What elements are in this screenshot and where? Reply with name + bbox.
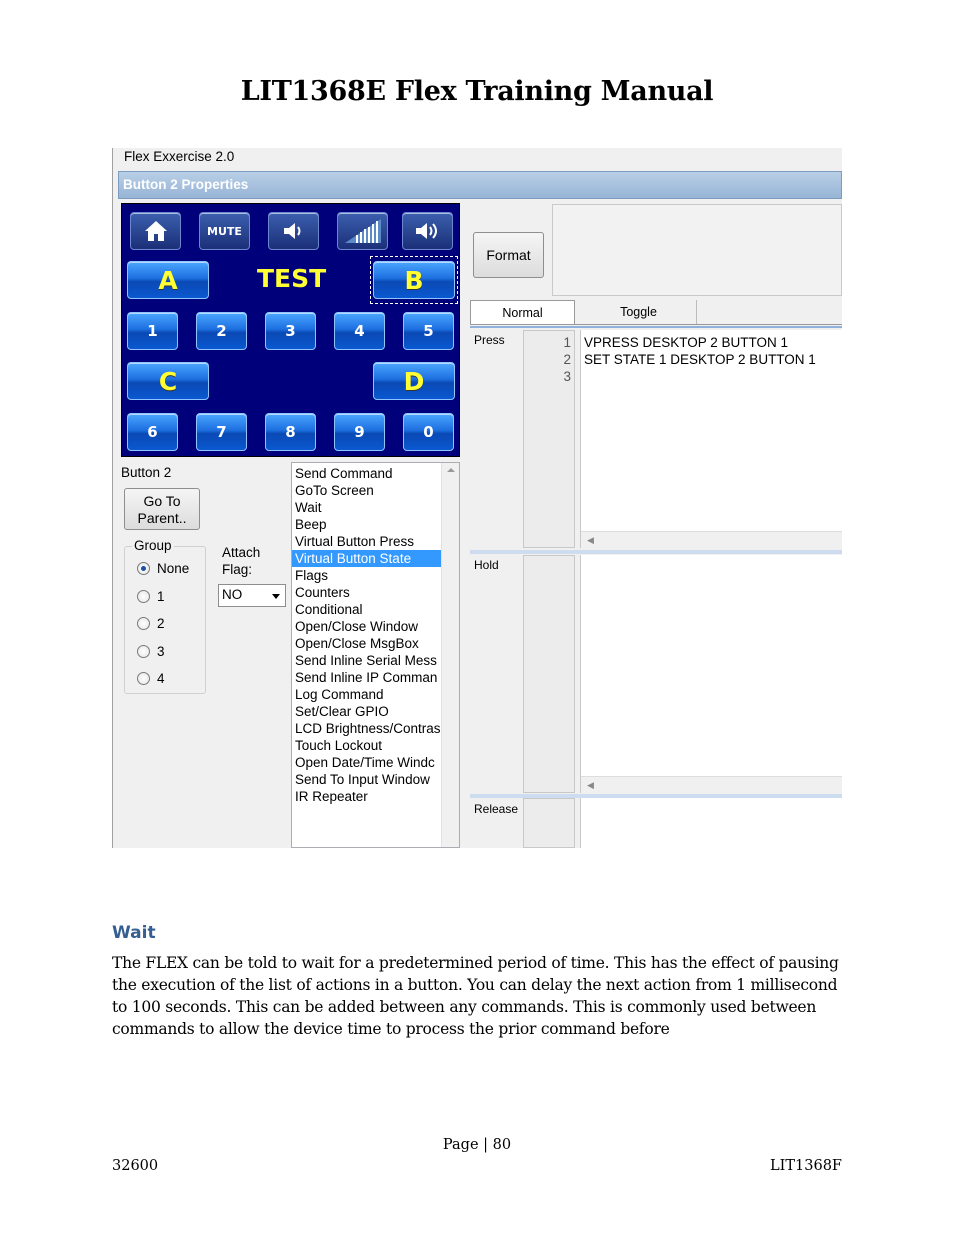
tab-accent-line <box>470 326 842 328</box>
window-left-border <box>112 148 113 848</box>
list-item[interactable]: Beep <box>295 517 327 532</box>
line-number: 3 <box>563 369 571 384</box>
volume-down-button[interactable] <box>268 212 319 250</box>
attach-flag-label: Attach Flag: <box>222 545 261 577</box>
press-label: Press <box>474 333 505 347</box>
mute-label: MUTE <box>207 224 242 238</box>
document-title: LIT1368E Flex Training Manual <box>240 76 714 107</box>
footer-left: 32600 <box>112 1158 159 1174</box>
tab-underline <box>470 324 842 325</box>
radio-icon[interactable] <box>137 617 150 630</box>
scroll-up-icon[interactable] <box>447 468 455 472</box>
press-hold-splitter[interactable] <box>470 550 842 554</box>
list-item[interactable]: Set/Clear GPIO <box>295 704 389 719</box>
scroll-left-icon[interactable]: ◀ <box>587 780 594 790</box>
scroll-left-icon[interactable]: ◀ <box>587 535 594 545</box>
release-editor[interactable] <box>580 798 842 848</box>
group-title: Group <box>134 538 172 553</box>
tab-toggle[interactable]: Toggle <box>581 300 697 324</box>
list-item[interactable]: LCD Brightness/Contras <box>295 721 441 736</box>
mute-button[interactable] <box>199 212 250 250</box>
button-3[interactable]: 3 <box>265 312 316 350</box>
test-label: TEST <box>257 264 327 293</box>
attach-flag-select[interactable]: NO <box>218 584 286 607</box>
press-editor[interactable] <box>580 330 842 548</box>
list-item[interactable]: Send To Input Window <box>295 772 430 787</box>
press-line-gutter <box>523 330 575 548</box>
list-item[interactable]: Flags <box>295 568 329 583</box>
radio-icon[interactable] <box>137 590 150 603</box>
list-item[interactable]: Send Command <box>295 466 393 481</box>
home-icon <box>143 219 169 243</box>
properties-header <box>118 171 842 199</box>
button-5[interactable]: 5 <box>403 312 454 350</box>
button-4[interactable]: 4 <box>334 312 385 350</box>
button-a[interactable]: A <box>127 261 209 299</box>
list-item[interactable]: Virtual Button Press <box>295 534 415 549</box>
button-d[interactable]: D <box>373 362 455 400</box>
list-item[interactable]: Send Inline Serial Mess <box>295 653 437 668</box>
radio-icon[interactable] <box>137 672 150 685</box>
group-radio-1[interactable]: 1 <box>137 589 165 604</box>
group-radio-3[interactable]: 3 <box>137 644 165 659</box>
format-preview <box>552 204 842 296</box>
speaker-low-icon <box>281 219 307 243</box>
release-line-gutter <box>523 798 575 848</box>
properties-title: Button 2 Properties <box>123 177 249 192</box>
group-radio-none[interactable]: None <box>137 561 189 576</box>
button-6[interactable]: 6 <box>127 413 178 451</box>
button-8[interactable]: 8 <box>265 413 316 451</box>
list-item[interactable]: Open Date/Time Windc <box>295 755 435 770</box>
button-c[interactable]: C <box>127 362 209 400</box>
button-7[interactable]: 7 <box>196 413 247 451</box>
virtual-button-panel <box>121 203 460 457</box>
command-list[interactable] <box>291 462 460 848</box>
line-number: 1 <box>563 335 571 350</box>
line-number: 2 <box>563 352 571 367</box>
radio-selected-icon[interactable] <box>137 562 150 575</box>
list-item[interactable]: Wait <box>295 500 322 515</box>
list-item[interactable]: Open/Close Window <box>295 619 419 634</box>
list-item[interactable]: Counters <box>295 585 350 600</box>
hold-hscrollbar[interactable] <box>581 776 842 793</box>
code-line: VPRESS DESKTOP 2 BUTTON 1 <box>584 335 789 350</box>
speaker-high-icon <box>413 219 443 243</box>
volume-bars-icon <box>343 217 383 245</box>
footer-page-number: Page | 80 <box>442 1137 512 1153</box>
list-item-selected[interactable]: Virtual Button State <box>292 550 441 567</box>
list-item[interactable]: Log Command <box>295 687 384 702</box>
list-item[interactable]: GoTo Screen <box>295 483 374 498</box>
body-paragraph: The FLEX can be told to wait for a predetermined period of time. This has the effect of pausing the execution of the list of actions in a button. You can delay the next action from 1 millisecond to 100 seconds. This can be added between any commands. This is commonly used between commands to allow the device time to process the prior command before <box>112 954 839 1038</box>
list-item[interactable]: Send Inline IP Comman <box>295 670 438 685</box>
tab-normal[interactable]: Normal <box>470 300 575 324</box>
hold-line-gutter <box>523 555 575 793</box>
section-heading: Wait <box>112 923 156 943</box>
list-item[interactable]: IR Repeater <box>295 789 368 804</box>
button-b[interactable]: B <box>373 261 455 299</box>
radio-icon[interactable] <box>137 645 150 658</box>
list-item[interactable]: Open/Close MsgBox <box>295 636 419 651</box>
button-name-label: Button 2 <box>121 465 172 480</box>
command-list-scrollbar[interactable] <box>441 463 459 848</box>
format-button[interactable]: Format <box>473 232 544 278</box>
volume-level-button[interactable] <box>337 212 388 250</box>
group-radio-4[interactable]: 4 <box>137 671 165 686</box>
go-to-parent-button[interactable]: Go To Parent.. <box>124 488 200 530</box>
footer-right: LIT1368F <box>770 1158 842 1174</box>
chevron-down-icon[interactable] <box>272 594 280 599</box>
code-line: SET STATE 1 DESKTOP 2 BUTTON 1 <box>584 352 816 367</box>
button-0[interactable]: 0 <box>403 413 454 451</box>
group-radio-2[interactable]: 2 <box>137 616 165 631</box>
home-button[interactable] <box>130 212 181 250</box>
hold-editor[interactable] <box>580 555 842 793</box>
button-1[interactable]: 1 <box>127 312 178 350</box>
window-title: Flex Exxercise 2.0 <box>124 149 235 164</box>
list-item[interactable]: Conditional <box>295 602 363 617</box>
button-2[interactable]: 2 <box>196 312 247 350</box>
button-9[interactable]: 9 <box>334 413 385 451</box>
list-item[interactable]: Touch Lockout <box>295 738 383 753</box>
volume-up-button[interactable] <box>402 212 453 250</box>
hold-label: Hold <box>474 558 499 572</box>
press-hscrollbar[interactable] <box>581 531 842 548</box>
flex-app-screenshot <box>112 148 842 848</box>
release-label: Release <box>474 802 519 816</box>
